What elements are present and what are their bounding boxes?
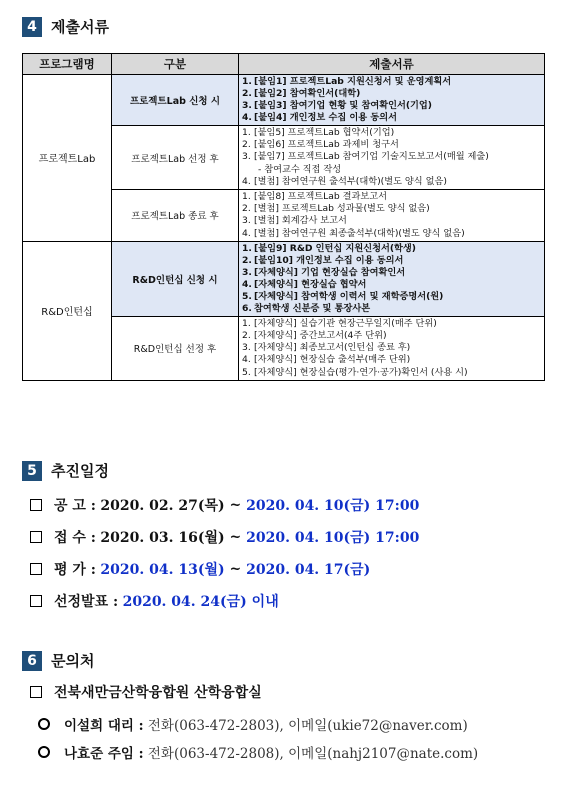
document-item: 1. [자체양식] 실습기관 현장근무일지(매주 단위) [242,317,437,329]
schedule-separator: ~ [224,561,247,577]
schedule-label: 접 수 : [54,530,96,546]
table-row [23,75,545,126]
program-name-cell: R&D인턴십 [23,241,112,380]
contact-item [38,714,468,734]
contact-email: 이메일(nahj2107@nate.com) [288,746,479,762]
document-item: 3. [자체양식] 기업 현장실습 참여확인서 [242,266,406,278]
document-item: 1. [붙임5] 프로젝트Lab 협약서(기업) [242,127,395,138]
schedule-separator: ~ [224,497,247,513]
contact-org: 전북새만금산학융합원 산학융합실 [54,685,262,701]
document-item: 2. [붙임2] 참여확인서(대학) [242,88,361,99]
section-title: 문의처 [51,652,95,670]
contact-name: 이설희 대리 : [64,718,144,734]
schedule-row [30,559,370,579]
checkbox-square-icon [30,531,42,543]
schedule-start-date: 2020. 04. 13(월) [100,562,225,578]
document-item: 4. [자체양식] 현장실습 협약서 [242,278,367,290]
section-number-badge: 4 [22,17,42,37]
schedule-start-date: 2020. 02. 27(목) [100,498,225,514]
section-5-header [22,460,109,481]
schedule-end-date: 2020. 04. 10(금) 17:00 [246,498,420,514]
section-number-badge: 6 [22,651,42,671]
header-documents: 제출서류 [239,54,545,75]
document-item: 4. [붙임4] 개인정보 수집 이용 동의서 [242,112,397,123]
document-item: 2. [자체양식] 중간보고서(4주 단위) [242,330,387,342]
document-item: 4. [별첨] 참여연구원 출석부(대학)(별도 양식 없음) [242,175,447,187]
contact-phone: 전화(063-472-2808), [147,746,284,762]
document-item: 4. [자체양식] 현장실습 출석부(매주 단위) [242,354,411,366]
section-title: 추진일정 [51,462,109,480]
schedule-row [30,591,279,611]
document-item: 2. [별첨] 프로젝트Lab 성과물(별도 양식 없음) [242,203,430,215]
document-item: 2. [붙임10] 개인정보 수집 이용 동의서 [242,254,404,266]
section-6-header [22,650,94,671]
schedule-end-date: 2020. 04. 17(금) [246,562,371,578]
document-item: 5. [자체양식] 현장실습(평가·연가·공가)확인서 (사용 시) [242,366,468,378]
contact-email: 이메일(ukie72@naver.com) [288,718,468,734]
section-4-header [22,16,109,37]
checkbox-square-icon [30,563,42,575]
contact-name: 나효준 주임 : [64,746,144,762]
header-program: 프로그램명 [23,54,112,75]
document-item: 3. [자체양식] 최종보고서(인턴십 종료 후) [242,342,411,354]
section-title: 제출서류 [51,18,109,36]
document-item: 1. [붙임8] 프로젝트Lab 결과보고서 [242,191,388,203]
schedule-label: 공 고 : [54,498,96,514]
document-item: 6. 참여학생 신분증 및 통장사본 [242,302,371,314]
document-item: 3. [붙임7] 프로젝트Lab 참여기업 기술지도보고서(매월 제출) [242,151,489,163]
contact-phone: 전화(063-472-2803), [147,718,284,734]
document-item: 3. [붙임3] 참여기업 현황 및 참여확인서(기업) [242,100,432,111]
schedule-row [30,495,419,515]
stage-label-cell: 프로젝트Lab 종료 후 [112,190,239,242]
circle-bullet-icon [38,718,50,730]
schedule-start-date: 2020. 03. 16(월) [100,530,225,546]
schedule-end-date: 2020. 04. 10(금) 17:00 [246,530,420,546]
schedule-label: 평 가 : [54,562,96,578]
schedule-row [30,527,419,547]
document-item: 2. [붙임6] 프로젝트Lab 과제비 청구서 [242,139,399,151]
program-name-cell: 프로젝트Lab [23,75,112,242]
table-header-row [23,54,545,75]
schedule-start-date: 2020. 04. 24(금) [122,594,247,610]
documents-cell [239,316,545,380]
document-item: 5. [자체양식] 참여학생 이력서 및 재학증명서(원) [242,290,444,302]
schedule-end-date: 이내 [251,594,279,610]
section-number-badge: 5 [22,461,42,481]
document-item: 4. [별첨] 참여연구원 최종출석부(대학)(별도 양식 없음) [242,227,465,239]
documents-cell [239,241,545,316]
contact-org-line [30,682,262,702]
documents-table [22,53,545,381]
stage-label-cell: R&D인턴십 선정 후 [112,316,239,380]
documents-cell [239,190,545,242]
document-item: - 참여교수 직접 작성 [258,163,342,175]
table-row [23,241,545,316]
contact-item [38,742,478,762]
document-item: 3. [별첨] 회계감사 보고서 [242,215,347,227]
stage-label-cell: 프로젝트Lab 선정 후 [112,126,239,190]
documents-cell [239,75,545,126]
circle-bullet-icon [38,746,50,758]
documents-cell [239,126,545,190]
checkbox-square-icon [30,499,42,511]
document-item: 1. [붙임1] 프로젝트Lab 지원신청서 및 운영계획서 [242,76,452,87]
schedule-separator: ~ [224,529,247,545]
checkbox-square-icon [30,686,42,698]
schedule-label: 선정발표 : [54,594,119,610]
stage-label-cell: R&D인턴십 신청 시 [112,241,239,316]
stage-label-cell: 프로젝트Lab 신청 시 [112,75,239,126]
header-category: 구분 [112,54,239,75]
checkbox-square-icon [30,595,42,607]
document-item: 1. [붙임9] R&D 인턴십 지원신청서(학생) [242,242,416,254]
